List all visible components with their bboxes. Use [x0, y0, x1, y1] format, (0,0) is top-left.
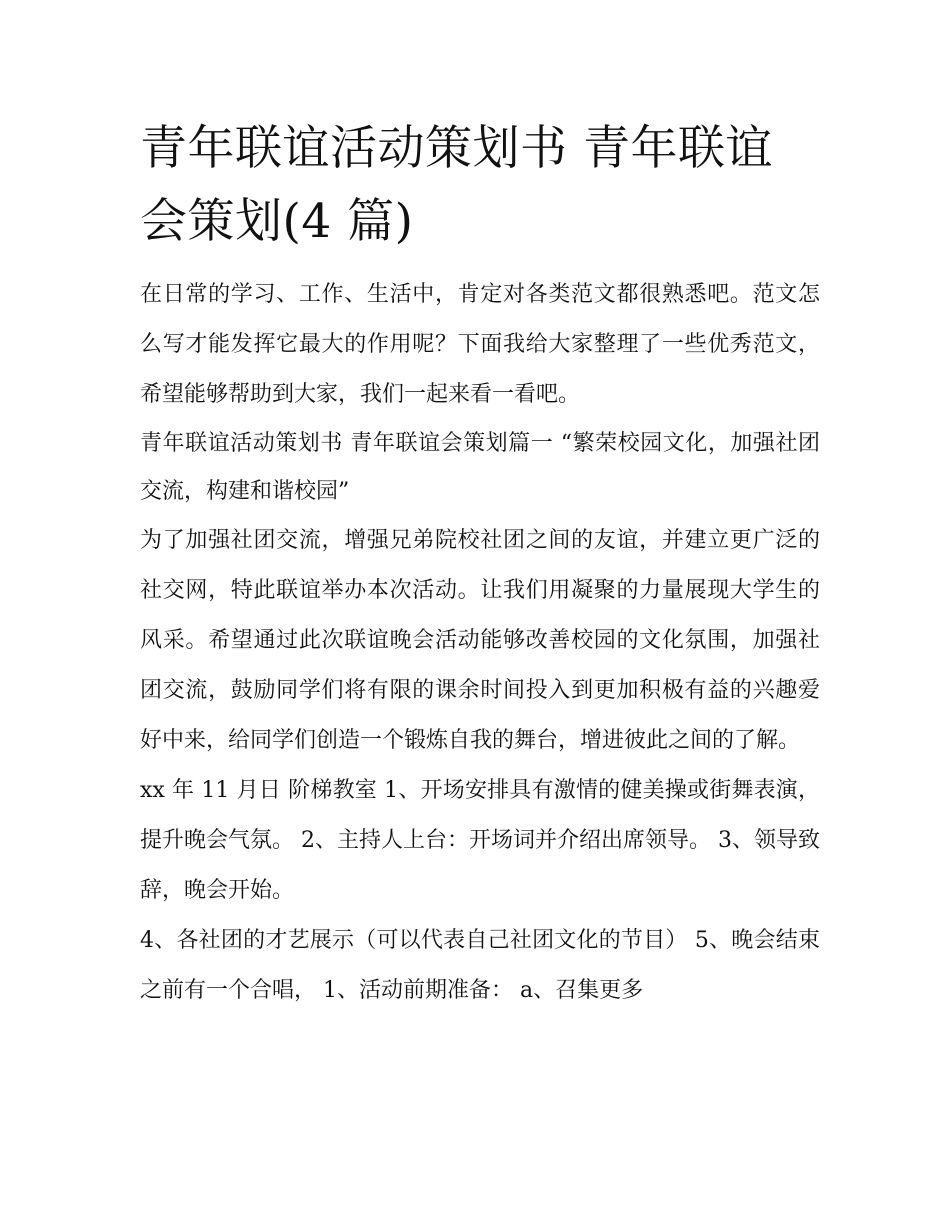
- paragraph-purpose: 为了加强社团交流，增强兄弟院校社团之间的友谊，并建立更广泛的社交网，特此联谊举办本次活动。让我们用凝聚的力量展现大学生的风采。希望通过此次联谊晚会活动能够改善校园的文化氛围，加强社团交流，鼓励同学们将有限的课余时间投入到更加积极有益的兴趣爱好中来，给同学们创造一个锻炼自我的舞台，增进彼此之间的了解。: [140, 528, 820, 753]
- paragraph-schedule: xx 年 11 月日 阶梯教室 1、开场安排具有激情的健美操或街舞表演，提升晚会气氛。 2、主持人上台：开场词并介绍出席领导。 3、领导致辞，晚会开始。: [140, 778, 820, 903]
- document-title: 青年联谊活动策划书 青年联谊会策划(4 篇): [140, 121, 773, 249]
- document-page: [140, 112, 820, 1016]
- paragraph-intro: 在日常的学习、工作、生活中，肯定对各类范文都很熟悉吧。范文怎么写才能发挥它最大的作用呢？下面我给大家整理了一些优秀范文，希望能够帮助到大家，我们一起来看一看吧。: [140, 282, 820, 407]
- paragraph-program: 4、各社团的才艺展示（可以代表自己社团文化的节目） 5、晚会结束之前有一个合唱， 1、活动前期准备： a、召集更多: [140, 928, 820, 1003]
- paragraph-heading-theme: 青年联谊活动策划书 青年联谊会策划篇一 “繁荣校园文化，加强社团交流，构建和谐校园”: [140, 431, 820, 504]
